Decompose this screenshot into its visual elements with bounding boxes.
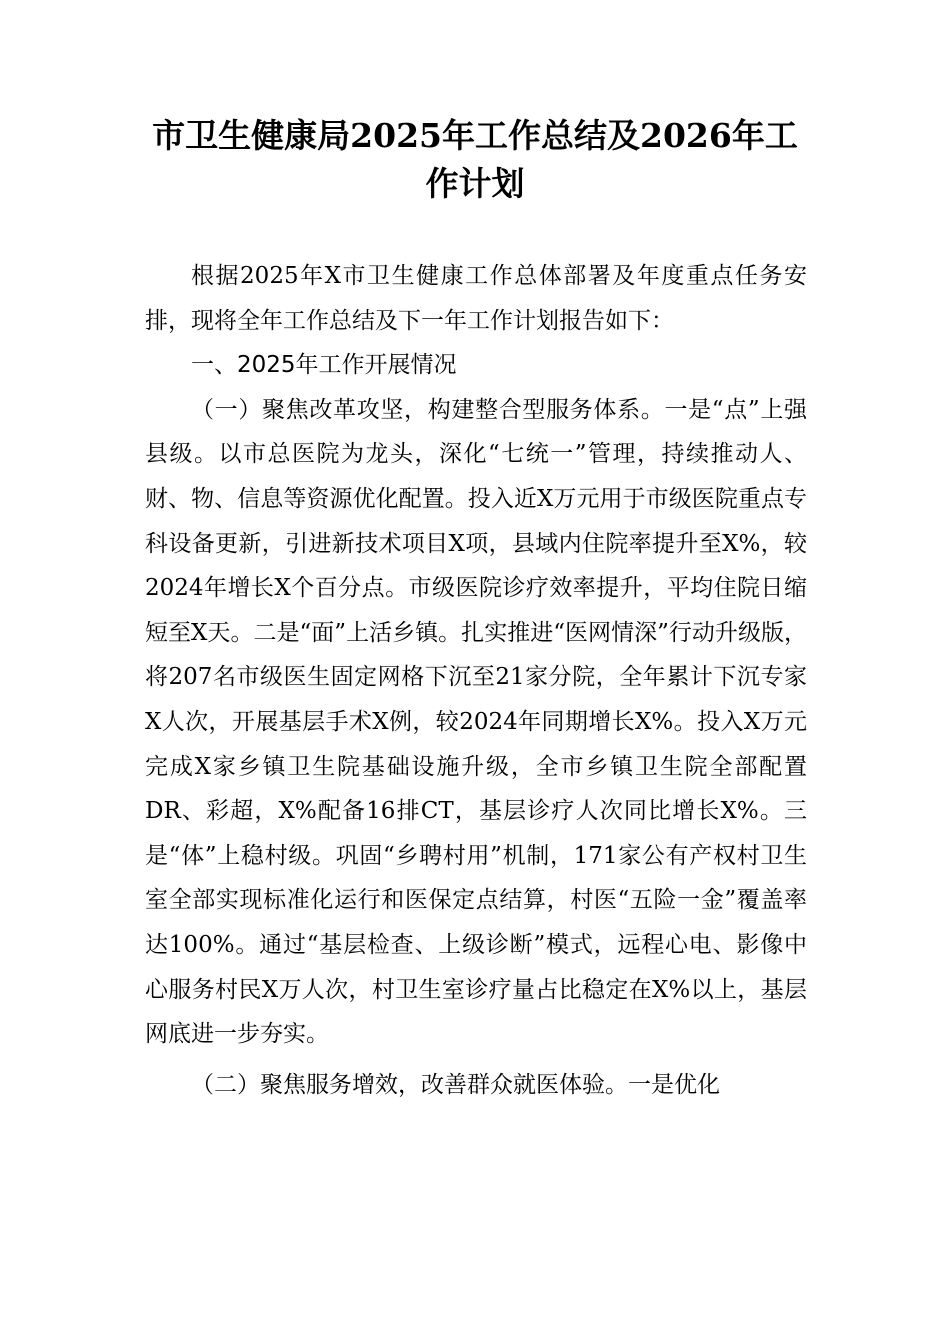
document-body: [145, 254, 807, 1107]
body-paragraph-2: （二）聚焦服务增效，改善群众就医体验。一是优化: [191, 1071, 720, 1098]
document-title: 市卫生健康局2025年工作总结及2026年工作计划: [152, 116, 798, 203]
section-heading-1: 一、2025年工作开展情况: [191, 352, 457, 379]
body-paragraph-1: （一）聚焦改革攻坚，构建整合型服务体系。一是“点”上强县级。以市总医院为龙头，深化“七统一”管理，持续推动人、财、物、信息等资源优化配置。投入近X万元用于市级医院重点专科设备更新，引进新技术项目X项，县域内住院率提升至X%，较2024年增长X个百分点。市级医院诊疗效率提升，平均住院日缩短至X天。二是“面”上活乡镇。扎实推进“医网情深”行动升级版，将207名市级医生固定网格下沉至21家分院，全年累计下沉专家X人次，开展基层手术X例，较2024年同期增长X%。投入X万元完成X家乡镇卫生院基础设施升级，全市乡镇卫生院全部配置DR、彩超，X%配备16排CT，基层诊疗人次同比增长X%。三是“体”上稳村级。巩固“乡聘村用”机制，171家公有产权村卫生室全部实现标准化运行和医保定点结算，村医“五险一金”覆盖率达100%。通过“基层检查、上级诊断”模式，远程心电、影像中心服务村民X万人次，村卫生室诊疗量占比稳定在X%以上，基层网底进一步夯实。: [145, 396, 807, 1048]
intro-paragraph: 根据2025年X市卫生健康工作总体部署及年度重点任务安排，现将全年工作总结及下一年工作计划报告如下：: [145, 263, 807, 334]
